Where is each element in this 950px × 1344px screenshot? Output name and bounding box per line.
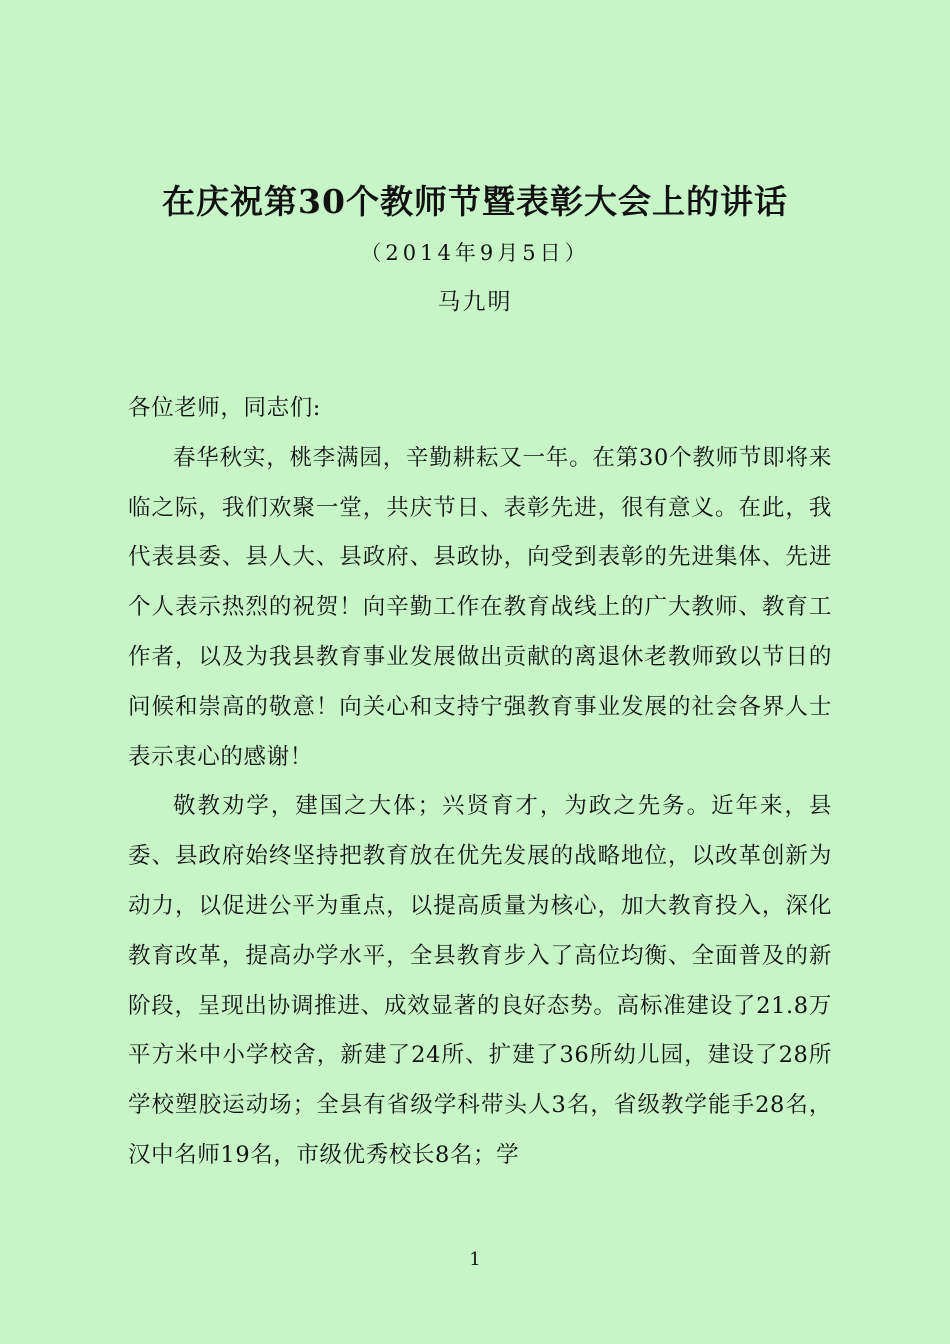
salutation: 各位老师，同志们: bbox=[128, 395, 321, 421]
author-name: 马九明 bbox=[437, 289, 513, 315]
document-title: 在庆祝第30个教师节暨表彰大会上的讲话 bbox=[162, 182, 788, 221]
paragraph: 春华秋实，桃李满园，辛勤耕耘又一年。在第30个教师节即将来临之际，我们欢聚一堂，共庆节日、表彰先进，很有意义。在此，我代表县委、县人大、县政府、县政协，向受到表彰的先进集体、先进个人表示热烈的祝贺！向辛勤工作在教育战线上的广大教师、教育工作者，以及为我县教育事业发展做出贡献的离退休老教师致以节日的问候和崇高的敬意！向关心和支持宁强教育事业发展的社会各界人士表示衷心的感谢！ bbox=[128, 444, 832, 770]
paragraph: 敬教劝学，建国之大体；兴贤育才，为政之先务。近年来，县委、县政府始终坚持把教育放在优先发展的战略地位，以改革创新为动力，以促进公平为重点，以提高质量为核心，加大教育投入，深化教育改革，提高办学水平，全县教育步入了高位均衡、全面普及的新阶段，呈现出协调推进、成效显著的良好态势。高标准建设了21.8万平方米中小学校舍，新建了24所、扩建了36所幼儿园，建设了28所学校塑胶运动场；全县有省级学科带头人3名，省级教学能手28名，汉中名师19名，市级优秀校长8名；学 bbox=[128, 793, 832, 1168]
page-number: 1 bbox=[469, 1249, 481, 1270]
speech-date: （2014年9月5日） bbox=[360, 241, 590, 265]
document-body bbox=[128, 384, 832, 1181]
